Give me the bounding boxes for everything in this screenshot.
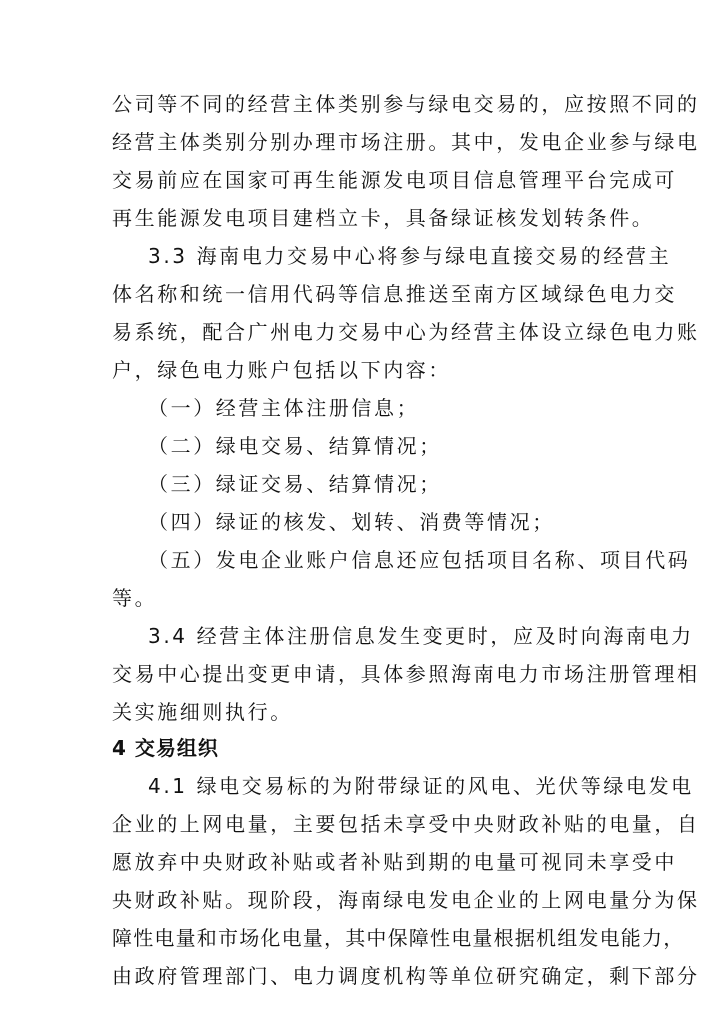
paragraph-line: 户，绿色电力账户包括以下内容： [112, 358, 451, 382]
paragraph-line: 交易前应在国家可再生能源发电项目信息管理平台完成可 [112, 168, 677, 192]
paragraph-line: 3.4 经营主体注册信息发生变更时，应及时向海南电力 [148, 624, 694, 648]
paragraph-line: 交易中心提出变更申请，具体参照海南电力市场注册管理相 [112, 662, 700, 686]
paragraph-line: 由政府管理部门、电力调度机构等单位研究确定，剩下部分 [112, 964, 700, 988]
paragraph-line: 等。 [112, 586, 158, 610]
list-item: （三）绿证交易、结算情况； [148, 472, 442, 496]
paragraph-line: 再生能源发电项目建档立卡，具备绿证核发划转条件。 [112, 206, 655, 230]
paragraph-line: 4.1 绿电交易标的为附带绿证的风电、光伏等绿电发电 [148, 774, 694, 798]
paragraph-line: 公司等不同的经营主体类别参与绿电交易的，应按照不同的 [112, 92, 700, 116]
paragraph-line: 易系统，配合广州电力交易中心为经营主体设立绿色电力账 [112, 320, 700, 344]
list-item: （二）绿电交易、结算情况； [148, 434, 442, 458]
paragraph-line: 体名称和统一信用代码等信息推送至南方区域绿色电力交 [112, 282, 677, 306]
paragraph-line: 愿放弃中央财政补贴或者补贴到期的电量可视同未享受中 [112, 850, 677, 874]
paragraph-line: 3.3 海南电力交易中心将参与绿电直接交易的经营主 [148, 244, 672, 268]
paragraph-line: 企业的上网电量，主要包括未享受中央财政补贴的电量，自 [112, 812, 700, 836]
list-item: （五）发电企业账户信息还应包括项目名称、项目代码 [148, 548, 691, 572]
paragraph-line: 关实施细则执行。 [112, 700, 293, 724]
list-item: （四）绿证的核发、划转、消费等情况； [148, 510, 555, 534]
paragraph-line: 障性电量和市场化电量，其中保障性电量根据机组发电能力， [112, 926, 685, 950]
list-item: （一）经营主体注册信息； [148, 396, 420, 420]
paragraph-line: 央财政补贴。现阶段，海南绿电发电企业的上网电量分为保 [112, 888, 700, 912]
section-heading: 4 交易组织 [112, 736, 219, 760]
paragraph-line: 经营主体类别分别办理市场注册。其中，发电企业参与绿电 [112, 130, 700, 154]
